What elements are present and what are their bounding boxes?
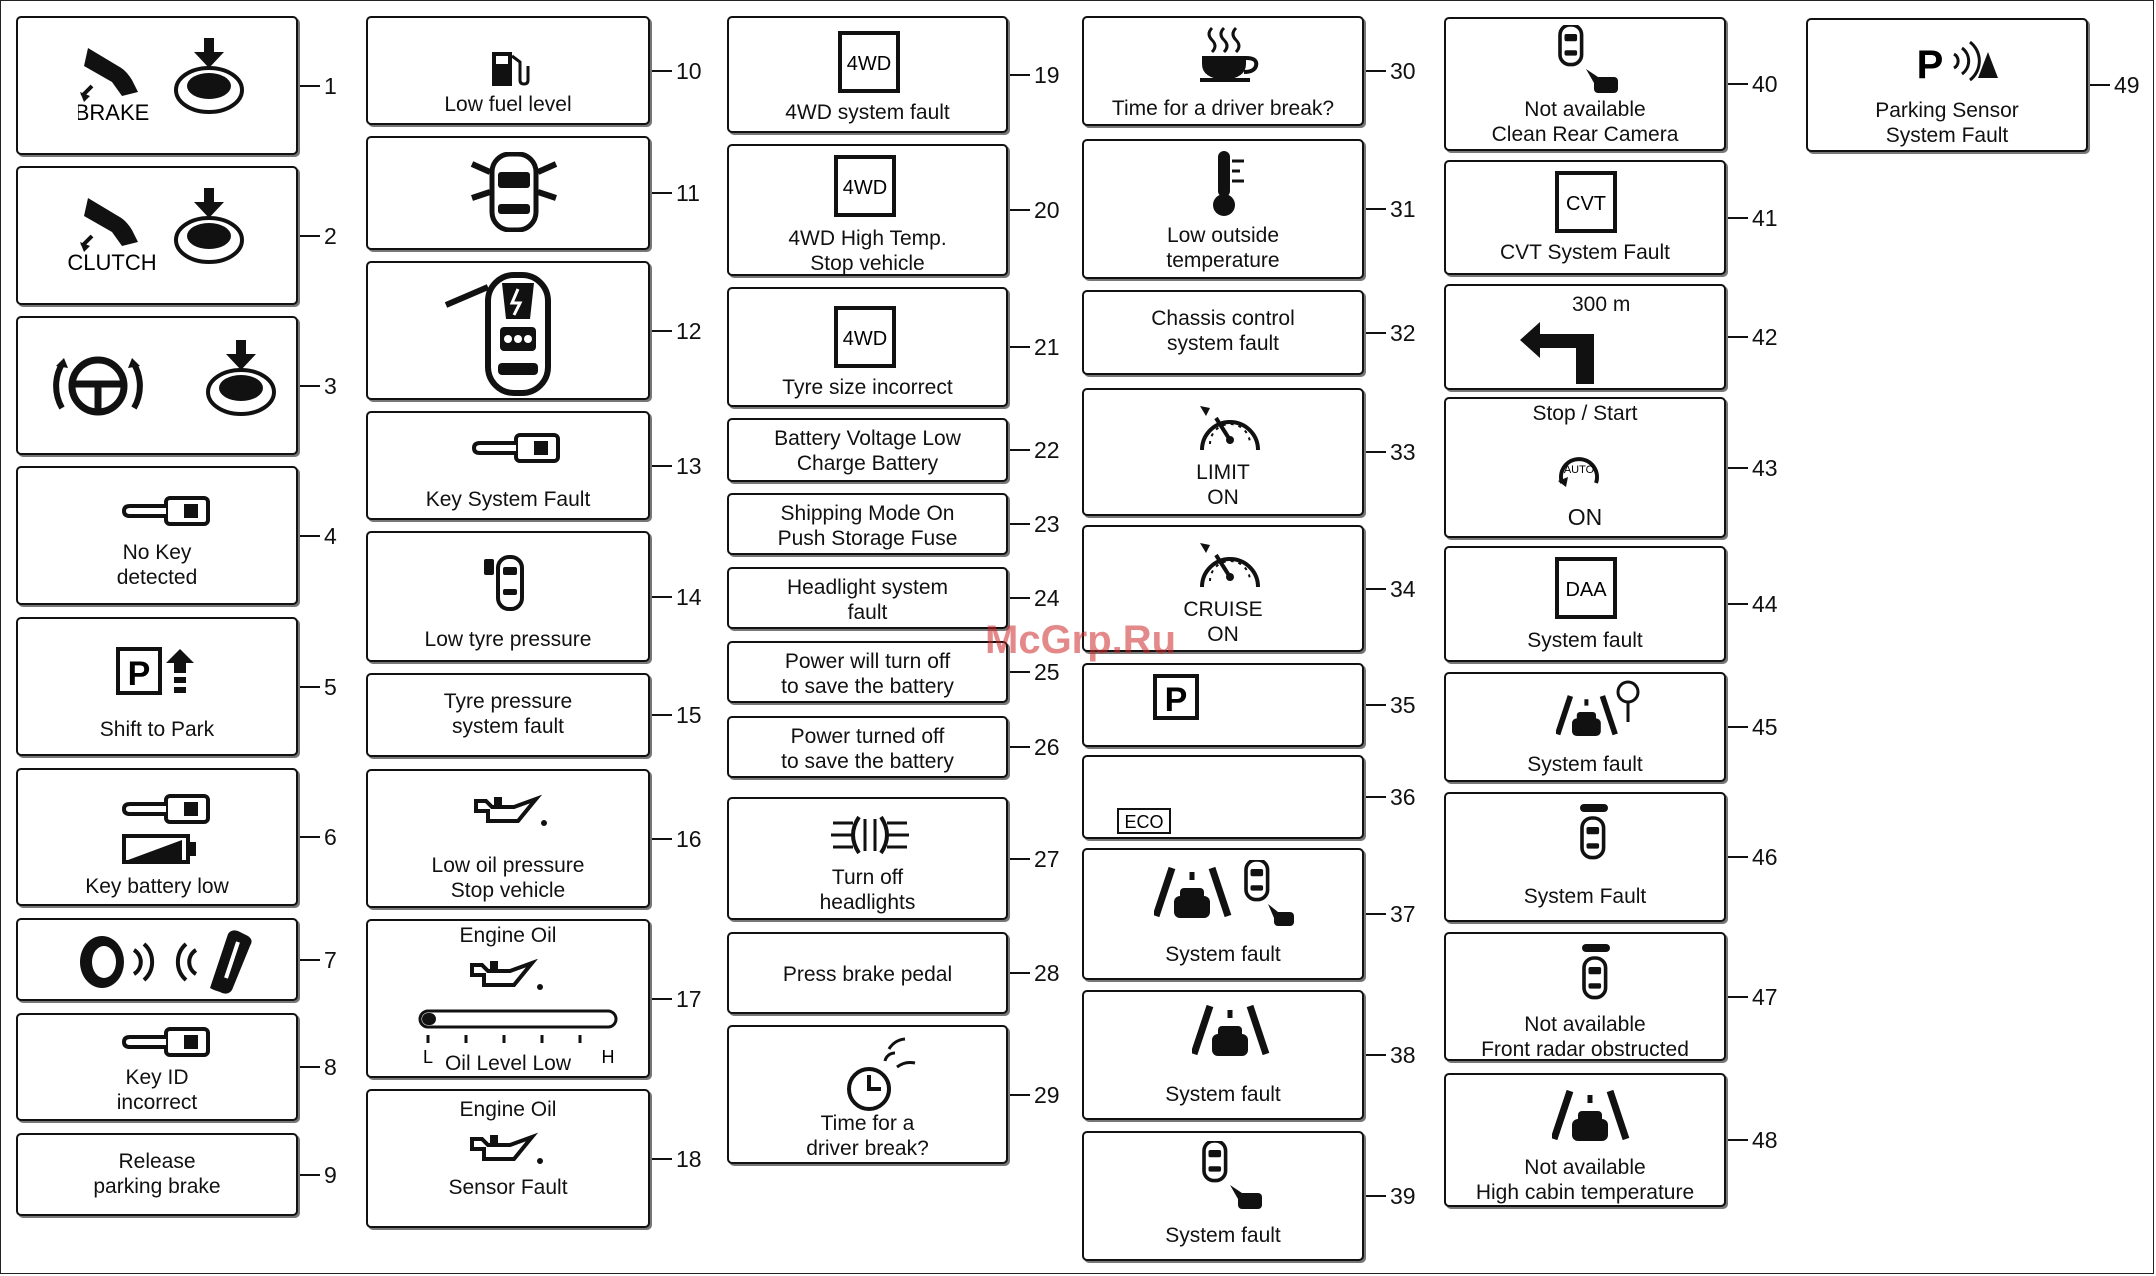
callout-line: [300, 85, 320, 87]
warning-message-36: [1082, 755, 1364, 839]
warning-icon: [122, 494, 212, 535]
warning-message-37: [1082, 848, 1364, 980]
callout-line: [300, 235, 320, 237]
message-text: CVT System Fault: [1500, 241, 1670, 264]
warning-message-7: [16, 918, 298, 1001]
callout-number: 22: [1034, 437, 1060, 463]
callout-number: 2: [324, 222, 337, 249]
warning-icon: [1552, 1087, 1632, 1152]
warning-message-13: [366, 411, 650, 520]
callout-line: [1010, 597, 1030, 599]
warning-icon: [837, 30, 901, 99]
message-text: System fault: [1527, 753, 1643, 776]
callout-number: 35: [1390, 692, 1416, 718]
callout-number: 29: [1034, 1081, 1060, 1108]
callout-line: [652, 998, 672, 1000]
message-text: Power turned off to save the battery: [781, 725, 954, 773]
message-text: System fault: [1165, 1083, 1281, 1106]
callout-number: 4: [324, 522, 337, 549]
message-text: Key System Fault: [425, 488, 591, 511]
message-text: System Fault: [1523, 885, 1647, 908]
icon-text: AUTO: [1563, 464, 1595, 476]
callout-number: 14: [676, 583, 702, 610]
callout-line: [652, 596, 672, 598]
icon-text: 4WD: [842, 177, 888, 199]
message-text: System fault: [1527, 629, 1643, 652]
warning-icon: [480, 553, 540, 618]
message-title: Engine Oil: [459, 1098, 557, 1121]
callout-number: 39: [1390, 1183, 1416, 1209]
message-text: Parking Sensor System Fault: [1875, 99, 2019, 147]
message-text: Not available High cabin temperature: [1475, 1156, 1695, 1204]
callout-line: [1366, 1054, 1386, 1056]
callout-line: [1366, 588, 1386, 590]
callout-number: 21: [1034, 334, 1060, 360]
warning-icon: [466, 152, 562, 237]
callout-number: 16: [676, 825, 702, 852]
callout-line: [1010, 746, 1030, 748]
message-text: Tyre pressure system fault: [443, 690, 573, 738]
callout-line: [652, 330, 672, 332]
message-text: Battery Voltage Low Charge Battery: [774, 427, 961, 475]
callout-line: [652, 70, 672, 72]
callout-number: 32: [1390, 319, 1416, 346]
message-text: 4WD system fault: [785, 101, 950, 124]
callout-number: 6: [324, 824, 337, 850]
warning-message-11: [366, 136, 650, 250]
warning-message-28: [727, 932, 1008, 1014]
callout-line: [652, 838, 672, 840]
callout-line: [1010, 523, 1030, 525]
warning-icon: [1198, 24, 1264, 89]
callout-number: 30: [1390, 58, 1416, 84]
message-text: 4WD High Temp. Stop vehicle: [788, 227, 947, 275]
message-text: Key battery low: [85, 875, 229, 898]
warning-message-3: [16, 316, 298, 455]
icon-text: P: [1164, 681, 1188, 719]
message-text: Time for a driver break?: [806, 1112, 929, 1160]
warning-icon: [1556, 678, 1646, 753]
callout-number: 36: [1390, 784, 1416, 810]
message-text: Press brake pedal: [782, 963, 953, 986]
callout-line: [1728, 83, 1748, 85]
callout-number: 3: [324, 372, 337, 399]
warning-message-41: [1444, 160, 1726, 275]
message-text: Power will turn off to save the battery: [781, 650, 954, 698]
callout-line: [1010, 74, 1030, 76]
warning-icon: [1154, 860, 1294, 935]
callout-line: [1728, 1139, 1748, 1141]
message-text: Chassis control system fault: [1151, 307, 1295, 355]
warning-message-49: [1806, 18, 2088, 152]
warning-message-42: [1444, 284, 1726, 390]
icon-text: H: [601, 1047, 615, 1067]
callout-line: [1366, 332, 1386, 334]
callout-number: 19: [1034, 61, 1060, 88]
callout-line: [300, 686, 320, 688]
warning-message-29: [727, 1025, 1008, 1164]
warning-message-2: [16, 166, 298, 305]
warning-message-30: [1082, 16, 1364, 126]
callout-line: [300, 836, 320, 838]
warning-message-8: [16, 1013, 298, 1121]
callout-number: 47: [1752, 983, 1778, 1010]
message-text: Low fuel level: [444, 93, 572, 116]
message-text: LIMIT ON: [1196, 461, 1250, 509]
warning-message-12: [366, 261, 650, 400]
message-text: Oil Level Low: [444, 1052, 572, 1075]
warning-message-10: [366, 16, 650, 125]
callout-number: 5: [324, 673, 337, 700]
callout-number: 12: [676, 317, 702, 344]
message-title: Engine Oil: [459, 924, 557, 947]
warning-icon: [472, 431, 562, 472]
warning-message-17: [366, 919, 650, 1078]
warning-icon: [1192, 1002, 1272, 1067]
callout-line: [1010, 1094, 1030, 1096]
callout-line: [300, 385, 320, 387]
warning-message-35: [1082, 663, 1364, 747]
warning-message-46: [1444, 792, 1726, 922]
warning-icon: [1554, 170, 1618, 239]
warning-icon: [1200, 1141, 1270, 1222]
message-text: Not available Front radar obstructed: [1481, 1013, 1689, 1061]
warning-icon: [1552, 445, 1606, 500]
icon-text: 4WD: [846, 53, 892, 75]
warning-message-18: [366, 1089, 650, 1228]
warning-message-45: [1444, 672, 1726, 782]
warning-icon: [444, 271, 574, 400]
callout-number: 42: [1752, 324, 1778, 350]
warning-message-24: [727, 567, 1008, 629]
callout-line: [300, 1066, 320, 1068]
callout-line: [652, 192, 672, 194]
warning-icon: [1208, 149, 1258, 224]
callout-line: [1728, 726, 1748, 728]
warning-message-44: [1444, 546, 1726, 662]
callout-number: 1: [324, 72, 337, 99]
callout-line: [1366, 704, 1386, 706]
icon-text: L: [422, 1047, 434, 1067]
message-text: Turn off headlights: [819, 866, 916, 914]
callout-number: 43: [1752, 454, 1778, 481]
warning-message-16: [366, 769, 650, 908]
icon-text: P: [127, 655, 151, 693]
warning-message-39: [1082, 1131, 1364, 1261]
warning-message-32: [1082, 290, 1364, 375]
callout-number: 34: [1390, 575, 1416, 602]
callout-number: 44: [1752, 591, 1778, 617]
warning-icon: [1192, 537, 1266, 598]
warning-message-47: [1444, 932, 1726, 1061]
warning-icon: [833, 305, 897, 374]
warning-icon: [122, 792, 212, 873]
warning-icon: [78, 38, 258, 133]
warning-message-19: [727, 16, 1008, 133]
callout-line: [1728, 217, 1748, 219]
message-text: Not available Clean Rear Camera: [1491, 98, 1679, 146]
callout-line: [1366, 70, 1386, 72]
message-text: Time for a driver break?: [1111, 97, 1335, 120]
warning-icon: [1152, 673, 1200, 726]
icon-text: 4WD: [842, 328, 888, 350]
callout-line: [2090, 84, 2110, 86]
warning-icon: [116, 647, 206, 702]
warning-message-4: [16, 466, 298, 605]
callout-line: [1728, 603, 1748, 605]
callout-number: 20: [1034, 197, 1060, 223]
callout-number: 17: [676, 985, 702, 1012]
callout-number: 23: [1034, 511, 1060, 537]
callout-line: [1366, 451, 1386, 453]
warning-message-23: [727, 493, 1008, 555]
callout-number: 48: [1752, 1127, 1778, 1153]
warning-message-33: [1082, 388, 1364, 516]
warning-icon: [468, 1131, 548, 1176]
warning-message-1: [16, 16, 298, 155]
icon-text: CLUTCH: [68, 250, 157, 275]
message-text: Low oil pressure Stop vehicle: [431, 854, 585, 902]
callout-line: [1010, 858, 1030, 860]
callout-number: 24: [1034, 585, 1060, 611]
callout-line: [1010, 671, 1030, 673]
warning-message-6: [16, 768, 298, 906]
callout-number: 27: [1034, 845, 1060, 872]
callout-line: [1366, 208, 1386, 210]
warning-icon: [1574, 804, 1614, 879]
callout-line: [1366, 913, 1386, 915]
callout-number: 37: [1390, 901, 1416, 927]
message-text: Headlight system fault: [786, 576, 949, 624]
callout-line: [1366, 796, 1386, 798]
warning-icon: [70, 928, 260, 999]
warning-icon: [68, 188, 258, 283]
callout-line: [1366, 1195, 1386, 1197]
callout-number: 7: [324, 946, 337, 973]
callout-number: 40: [1752, 71, 1778, 97]
callout-number: 28: [1034, 960, 1060, 986]
warning-icon: [1514, 316, 1614, 390]
callout-number: 25: [1034, 659, 1060, 685]
callout-line: [1010, 209, 1030, 211]
message-text: Shipping Mode On Push Storage Fuse: [777, 502, 958, 550]
callout-line: [652, 1158, 672, 1160]
warning-icon: [488, 46, 532, 95]
message-title: Stop / Start: [1532, 402, 1638, 425]
warning-icon: [122, 1025, 212, 1066]
callout-number: 31: [1390, 196, 1416, 222]
warning-icon: [829, 809, 911, 866]
warning-icon: [1910, 38, 2010, 93]
callout-number: 45: [1752, 714, 1778, 740]
message-text: System fault: [1165, 1224, 1281, 1247]
warning-icon: [833, 154, 897, 223]
callout-number: 9: [324, 1161, 337, 1188]
icon-text: DAA: [1565, 579, 1607, 601]
warning-message-21: [727, 287, 1008, 407]
icon-text: CVT: [1566, 193, 1606, 215]
callout-line: [1010, 346, 1030, 348]
warning-message-38: [1082, 990, 1364, 1120]
callout-line: [300, 959, 320, 961]
callout-number: 41: [1752, 204, 1778, 231]
callout-line: [1728, 467, 1748, 469]
callout-number: 46: [1752, 844, 1778, 870]
warning-message-9: [16, 1133, 298, 1216]
callout-line: [652, 714, 672, 716]
callout-number: 13: [676, 452, 702, 479]
warning-icon: [1554, 556, 1618, 625]
callout-line: [300, 535, 320, 537]
warning-icon: [1192, 400, 1266, 461]
icon-text: BRAKE: [78, 100, 150, 125]
warning-message-25: [727, 641, 1008, 703]
icon-text: P: [1916, 43, 1944, 87]
icon-text: ECO: [1124, 812, 1164, 832]
message-text: Tyre size incorrect: [782, 376, 953, 399]
callout-line: [1728, 856, 1748, 858]
warning-message-43: [1444, 397, 1726, 538]
callout-number: 10: [676, 57, 702, 84]
message-text: Low outside temperature: [1166, 224, 1280, 272]
warning-message-5: [16, 617, 298, 756]
message-text: Key ID incorrect: [116, 1066, 198, 1114]
callout-number: 11: [676, 180, 700, 206]
warning-message-27: [727, 797, 1008, 920]
warning-message-48: [1444, 1073, 1726, 1207]
warning-message-22: [727, 418, 1008, 482]
callout-line: [1010, 972, 1030, 974]
callout-number: 15: [676, 702, 702, 728]
warning-message-40: [1444, 17, 1726, 151]
message-text: Low tyre pressure: [424, 628, 592, 651]
callout-line: [300, 1174, 320, 1176]
callout-number: 33: [1390, 439, 1416, 465]
warning-icon: [839, 1033, 919, 1118]
callout-number: 38: [1390, 1042, 1416, 1068]
message-text: Shift to Park: [99, 718, 215, 741]
watermark: McGrp.Ru: [985, 618, 1177, 662]
warning-icon: [1576, 944, 1616, 1019]
callout-line: [1728, 996, 1748, 998]
warning-icon: [472, 793, 552, 838]
callout-line: [1728, 336, 1748, 338]
warning-icon: [1556, 25, 1626, 106]
warning-message-14: [366, 531, 650, 662]
callout-line: [1010, 449, 1030, 451]
callout-number: 8: [324, 1054, 337, 1080]
message-text: ON: [1567, 504, 1603, 530]
callout-number: 49: [2114, 72, 2140, 98]
message-text: Sensor Fault: [448, 1176, 568, 1199]
warning-icon: [1116, 807, 1172, 839]
message-text: Release parking brake: [93, 1150, 221, 1198]
message-text: 300 m: [1572, 293, 1631, 316]
callout-number: 26: [1034, 734, 1060, 760]
callout-number: 18: [676, 1145, 702, 1172]
warning-icon: [38, 334, 288, 435]
message-text: No Key detected: [116, 541, 198, 589]
warning-message-15: [366, 673, 650, 757]
callout-line: [652, 465, 672, 467]
warning-message-31: [1082, 139, 1364, 279]
warning-message-20: [727, 144, 1008, 276]
warning-message-26: [727, 716, 1008, 778]
message-text: System fault: [1165, 943, 1281, 966]
message-text: CRUISE ON: [1183, 598, 1263, 646]
